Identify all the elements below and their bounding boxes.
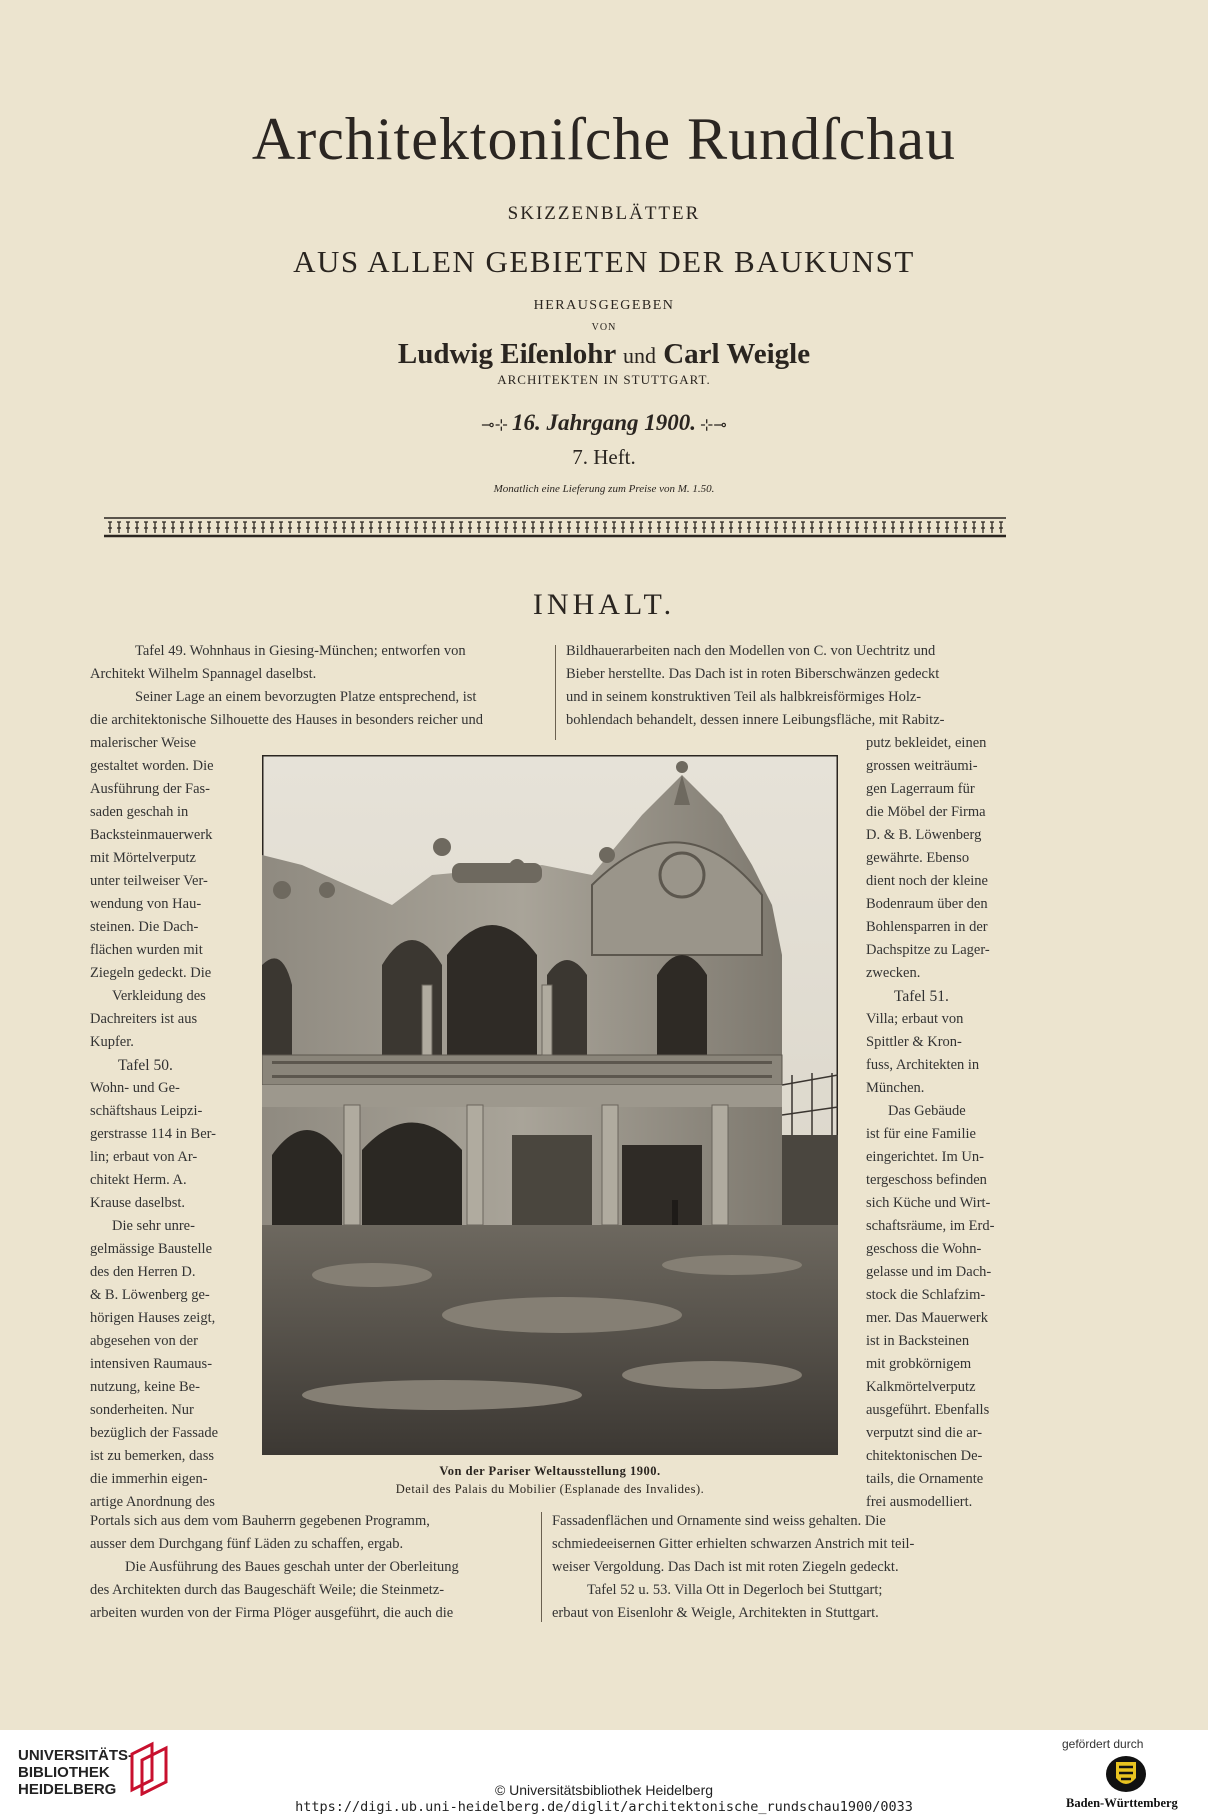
text-line: Verkleidung des bbox=[112, 988, 206, 1004]
text-line: saden geschah in bbox=[90, 804, 189, 820]
copyright-notice: © Universitätsbibliothek Heidelberg bbox=[494, 1782, 714, 1798]
text-line: stock die Schlafzim- bbox=[866, 1287, 986, 1303]
photo-caption-detail: Detail des Palais du Mobilier (Esplanade des Invalides). bbox=[395, 1482, 705, 1496]
coat-of-arms-icon[interactable] bbox=[1102, 1754, 1150, 1794]
text-line: ausser dem Durchgang fünf Läden zu schaffen, ergab. bbox=[90, 1536, 404, 1552]
text-line: Bildhauerarbeiten nach den Modellen von C. von Uechtritz und bbox=[566, 643, 936, 659]
journal-title: Architektoniſche Rundſchau bbox=[251, 106, 957, 172]
text-line: Kupfer. bbox=[90, 1034, 134, 1050]
text-line: bohlendach behandelt, dessen innere Leibungsfläche, mit Rabitz- bbox=[566, 712, 945, 728]
journal-subtitle: SKIZZENBLÄTTER bbox=[507, 203, 701, 224]
text-line: dient noch der kleine bbox=[866, 873, 988, 889]
text-line: des Architekten durch das Baugeschäft Weile; die Steinmetz- bbox=[90, 1582, 445, 1598]
text-line: Seiner Lage an einem bevorzugten Platze entsprechend, ist bbox=[135, 689, 477, 705]
text-line: wendung von Hau- bbox=[90, 896, 202, 912]
text-line: arbeiten wurden von der Firma Plöger ausgeführt, die auch die bbox=[90, 1605, 454, 1621]
text-line: Ausführung der Fas- bbox=[90, 781, 211, 797]
text-line: flächen wurden mit bbox=[90, 942, 203, 958]
text-line: gerstrasse 114 in Ber- bbox=[90, 1126, 217, 1142]
building-photograph bbox=[262, 755, 838, 1455]
text-line: Spittler & Kron- bbox=[866, 1034, 962, 1050]
text-line: weiser Vergoldung. Das Dach ist mit roten Ziegeln gedeckt. bbox=[552, 1559, 899, 1575]
text-line: tergeschoss befinden bbox=[866, 1172, 987, 1188]
text-line: Die sehr unre- bbox=[112, 1218, 195, 1234]
text-line: München. bbox=[866, 1080, 925, 1096]
editor-1: Ludwig Eiſenlohr bbox=[397, 338, 616, 370]
text-line: abgesehen von der bbox=[90, 1333, 198, 1349]
text-line: hörigen Hauses zeigt, bbox=[90, 1310, 216, 1326]
text-line: nutzung, keine Be- bbox=[90, 1379, 200, 1395]
ornament-right-icon: ⊹⊸ bbox=[696, 417, 727, 434]
funder-name: Baden-Württemberg bbox=[1066, 1796, 1178, 1810]
text-line: chitekt Herm. A. bbox=[90, 1172, 187, 1188]
column-divider-bottom bbox=[541, 1512, 542, 1622]
text-line: die Möbel der Firma bbox=[866, 804, 986, 820]
text-line: Krause daselbst. bbox=[90, 1195, 186, 1211]
text-line: des den Herren D. bbox=[90, 1264, 196, 1280]
text-line: tails, die Ornamente bbox=[866, 1471, 984, 1487]
text-line: ist zu bemerken, dass bbox=[90, 1448, 215, 1464]
text-line: Bodenraum über den bbox=[866, 896, 988, 912]
text-line: die architektonische Silhouette des Hauses in besonders reicher und bbox=[90, 712, 483, 728]
editors-affiliation: ARCHITEKTEN IN STUTTGART. bbox=[497, 372, 711, 387]
text-line: Bohlensparren in der bbox=[866, 919, 988, 935]
text-line: ausgeführt. Ebenfalls bbox=[866, 1402, 990, 1418]
editor-2: Carl Weigle bbox=[663, 338, 811, 370]
text-line: & B. Löwenberg ge- bbox=[90, 1287, 210, 1303]
text-line: schmiedeeisernen Gitter erhielten schwarzen Anstrich mit teil- bbox=[552, 1536, 915, 1552]
text-line: und in seinem konstruktiven Teil als halbkreisförmiges Holz- bbox=[566, 689, 922, 705]
text-line: bezüglich der Fassade bbox=[90, 1425, 219, 1441]
ornamental-border-icon bbox=[104, 516, 1006, 540]
contents-heading: INHALT. bbox=[532, 588, 676, 621]
text-line: malerischer Weise bbox=[90, 735, 197, 751]
text-line: ist für eine Familie bbox=[866, 1126, 976, 1142]
text-line: fuss, Architekten in bbox=[866, 1057, 980, 1073]
price-note: Monatlich eine Lieferung zum Preise von M. 1.50. bbox=[493, 483, 715, 495]
journal-subtitle-main: AUS ALLEN GEBIETEN DER BAUKUNST bbox=[293, 244, 915, 279]
text-line: zwecken. bbox=[866, 965, 921, 981]
text-line: Bieber herstellte. Das Dach ist in roten Biberschwänzen gedeckt bbox=[566, 666, 940, 682]
text-line: sonderheiten. Nur bbox=[90, 1402, 194, 1418]
text-line: eingerichtet. Im Un- bbox=[866, 1149, 984, 1165]
issue-number: 7. Heft. bbox=[572, 445, 636, 469]
text-line: D. & B. Löwenberg bbox=[866, 827, 982, 843]
text-line: chitektonischen De- bbox=[866, 1448, 983, 1464]
library-name-line: BIBLIOTHEK bbox=[18, 1764, 110, 1781]
library-name-line: UNIVERSITÄTS- bbox=[18, 1747, 134, 1764]
text-line: Das Gebäude bbox=[888, 1103, 966, 1119]
und-label: und bbox=[622, 343, 656, 368]
text-line: schaftsräume, im Erd- bbox=[866, 1218, 995, 1234]
text-line: verputzt sind die ar- bbox=[866, 1425, 983, 1441]
left-column-bottom bbox=[90, 1510, 534, 1625]
text-line: mit Mörtelverputz bbox=[90, 850, 196, 866]
text-line: erbaut von Eisenlohr & Weigle, Architekten in Stuttgart. bbox=[552, 1605, 879, 1621]
text-line: lin; erbaut von Ar- bbox=[90, 1149, 198, 1165]
left-narrow-column bbox=[90, 732, 240, 1514]
text-line: gelasse und im Dach- bbox=[866, 1264, 992, 1280]
left-column-top bbox=[90, 640, 545, 732]
text-line: Dachspitze zu Lager- bbox=[866, 942, 990, 958]
text-line: Villa; erbaut von bbox=[866, 1011, 964, 1027]
permalink-url[interactable]: https://digi.ub.uni-heidelberg.de/diglit/architektonische_rundschau1900/0033 bbox=[295, 1799, 913, 1815]
text-line: Wohn- und Ge- bbox=[90, 1080, 180, 1096]
text-line: grossen weiträumi- bbox=[866, 758, 978, 774]
editors bbox=[0, 338, 1208, 371]
text-line: geschoss die Wohn- bbox=[866, 1241, 982, 1257]
text-line: ist in Backsteinen bbox=[866, 1333, 970, 1349]
text-line: gen Lagerraum für bbox=[866, 781, 975, 797]
text-line: sich Küche und Wirt- bbox=[866, 1195, 991, 1211]
text-line: Ziegeln gedeckt. Die bbox=[90, 965, 212, 981]
text-line: Tafel 49. Wohnhaus in Giesing-München; entworfen von bbox=[135, 643, 466, 659]
published-by-label: HERAUSGEGEBEN bbox=[533, 298, 675, 313]
year-text: 16. Jahrgang 1900. bbox=[511, 410, 697, 435]
right-column-bottom bbox=[552, 1510, 1008, 1625]
text-line: Backsteinmauerwerk bbox=[90, 827, 213, 843]
text-line: Tafel 50. bbox=[118, 1057, 173, 1074]
funded-by-label: gefördert durch bbox=[1062, 1737, 1144, 1751]
text-line: steinen. Die Dach- bbox=[90, 919, 199, 935]
text-line: die immerhin eigen- bbox=[90, 1471, 208, 1487]
text-line: frei ausmodelliert. bbox=[866, 1494, 973, 1510]
right-narrow-column bbox=[866, 732, 1006, 1514]
text-line: artige Anordnung des bbox=[90, 1494, 215, 1510]
text-line: Architekt Wilhelm Spannagel daselbst. bbox=[90, 666, 317, 682]
von-label: VON bbox=[591, 322, 617, 333]
text-line: Portals sich aus dem vom Bauherrn gegebenen Programm, bbox=[90, 1513, 430, 1529]
volume-year bbox=[0, 410, 1208, 436]
text-line: putz bekleidet, einen bbox=[866, 735, 987, 751]
photo-caption-title: Von der Pariser Weltausstellung 1900. bbox=[439, 1464, 661, 1478]
text-line: Tafel 52 u. 53. Villa Ott in Degerloch bei Stuttgart; bbox=[587, 1582, 883, 1598]
ornament-left-icon: ⊸⊹ bbox=[481, 417, 512, 434]
text-line: Kalkmörtelverputz bbox=[866, 1379, 976, 1395]
text-line: Tafel 51. bbox=[894, 988, 949, 1005]
text-line: gewährte. Ebenso bbox=[866, 850, 970, 866]
text-line: gestaltet worden. Die bbox=[90, 758, 214, 774]
text-line: Fassadenflächen und Ornamente sind weiss gehalten. Die bbox=[552, 1513, 886, 1529]
text-line: mer. Das Mauerwerk bbox=[866, 1310, 988, 1326]
column-divider bbox=[555, 645, 556, 740]
text-line: Die Ausführung des Baues geschah unter der Oberleitung bbox=[125, 1559, 459, 1575]
text-line: intensiven Raumaus- bbox=[90, 1356, 213, 1372]
text-line: unter teilweiser Ver- bbox=[90, 873, 208, 889]
library-name-line: HEIDELBERG bbox=[18, 1781, 117, 1798]
text-line: gelmässige Baustelle bbox=[90, 1241, 213, 1257]
text-line: schäftshaus Leipzi- bbox=[90, 1103, 203, 1119]
right-column-top bbox=[566, 640, 1008, 732]
text-line: Dachreiters ist aus bbox=[90, 1011, 198, 1027]
text-line: mit grobkörnigem bbox=[866, 1356, 972, 1372]
